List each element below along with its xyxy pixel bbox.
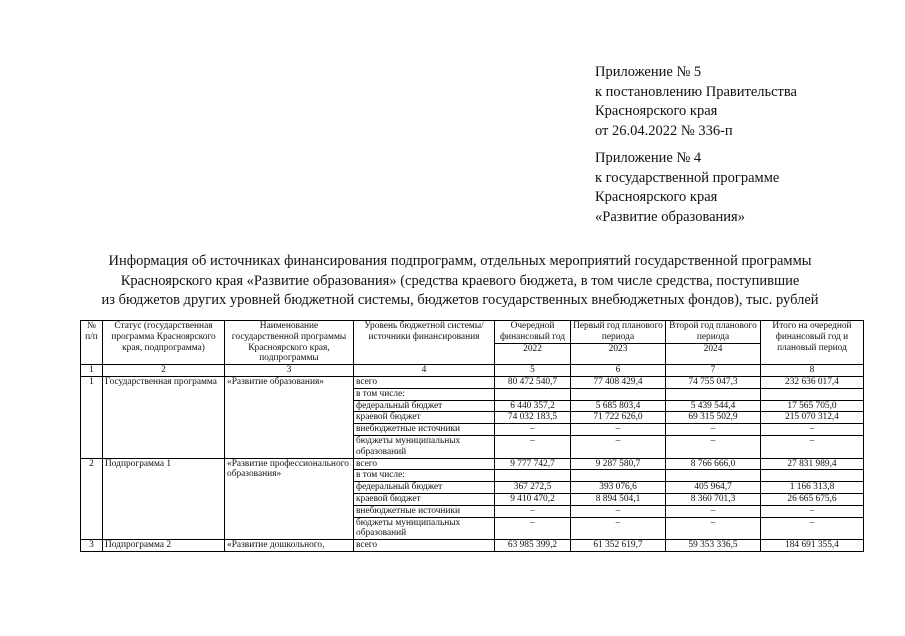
appendix-4-block bbox=[595, 149, 779, 227]
header-year-2-label: Первый год планового периода bbox=[573, 321, 663, 342]
row-value-2024: 74 755 047,3 bbox=[666, 376, 761, 388]
header-year-3 bbox=[666, 321, 761, 365]
row-level: в том числе: bbox=[354, 388, 495, 400]
row-value-2022: 80 472 540,7 bbox=[495, 376, 571, 388]
appendix-4-line: Красноярского края bbox=[595, 189, 718, 206]
row-value-total: 17 565 705,0 bbox=[761, 400, 864, 412]
row-value-total: – bbox=[761, 424, 864, 436]
header-year-3-label: Второй год планового периода bbox=[669, 321, 757, 342]
row-value-total: 232 636 017,4 bbox=[761, 376, 864, 388]
row-value-2022: 63 985 399,2 bbox=[495, 540, 571, 552]
row-value-2024: 405 964,7 bbox=[666, 482, 761, 494]
row-value-total: 184 691 355,4 bbox=[761, 540, 864, 552]
row-value-2024: – bbox=[666, 424, 761, 436]
row-value-2022 bbox=[495, 388, 571, 400]
row-value-2022: 6 440 357,2 bbox=[495, 400, 571, 412]
column-index: 2 bbox=[103, 365, 225, 377]
header-year-1-value: 2022 bbox=[495, 343, 570, 355]
header-level: Уровень бюджетной системы/источники финансирования bbox=[354, 321, 495, 365]
row-value-total bbox=[761, 388, 864, 400]
appendix-4-line: «Развитие образования» bbox=[595, 208, 745, 225]
row-value-2022: – bbox=[495, 435, 571, 458]
document-title bbox=[60, 252, 860, 311]
column-index: 4 bbox=[354, 365, 495, 377]
row-value-2024 bbox=[666, 470, 761, 482]
row-value-total: 27 831 989,4 bbox=[761, 458, 864, 470]
title-line: Красноярского края «Развитие образования» (средства краевого бюджета, в том числе средства, поступившие bbox=[120, 272, 800, 289]
row-name: «Развитие образования» bbox=[225, 376, 354, 458]
row-value-2022 bbox=[495, 470, 571, 482]
row-num: 3 bbox=[81, 540, 103, 552]
row-level: федеральный бюджет bbox=[354, 482, 495, 494]
row-value-2022: – bbox=[495, 517, 571, 540]
column-index: 7 bbox=[666, 365, 761, 377]
title-line: Информация об источниках финансирования подпрограмм, отдельных мероприятий государственной программы bbox=[108, 253, 812, 269]
row-value-2024: 8 360 701,3 bbox=[666, 493, 761, 505]
row-value-2022: 9 410 470,2 bbox=[495, 493, 571, 505]
row-name: «Развитие профессионального образования» bbox=[225, 458, 354, 540]
row-value-2022: 9 777 742,7 bbox=[495, 458, 571, 470]
table-row bbox=[81, 540, 864, 552]
header-year-3-value: 2024 bbox=[666, 343, 760, 355]
column-index-row bbox=[81, 365, 864, 377]
row-level: всего bbox=[354, 540, 495, 552]
row-value-total bbox=[761, 470, 864, 482]
row-status: Подпрограмма 1 bbox=[103, 458, 225, 540]
row-value-2024: – bbox=[666, 505, 761, 517]
row-level: бюджеты муниципальных образований bbox=[354, 435, 495, 458]
appendix-5-block bbox=[595, 63, 797, 141]
row-level: бюджеты муниципальных образований bbox=[354, 517, 495, 540]
header-year-1-label: Очередной финансовый год bbox=[499, 321, 566, 342]
header-status: Статус (государственная программа Красноярского края, подпрограмма) bbox=[103, 321, 225, 365]
row-value-2024: 59 353 336,5 bbox=[666, 540, 761, 552]
header-name: Наименование государственной программы Красноярского края, подпрограммы bbox=[225, 321, 354, 365]
row-value-2023: – bbox=[571, 435, 666, 458]
financing-table bbox=[80, 320, 864, 552]
column-index: 8 bbox=[761, 365, 864, 377]
row-value-2024: 5 439 544,4 bbox=[666, 400, 761, 412]
row-num: 1 bbox=[81, 376, 103, 458]
row-value-total: 215 070 312,4 bbox=[761, 412, 864, 424]
header-year-2-value: 2023 bbox=[571, 343, 665, 355]
row-level: краевой бюджет bbox=[354, 412, 495, 424]
row-value-2023: 393 076,6 bbox=[571, 482, 666, 494]
row-value-2023: 77 408 429,4 bbox=[571, 376, 666, 388]
row-value-2023: 9 287 580,7 bbox=[571, 458, 666, 470]
header-year-2 bbox=[571, 321, 666, 365]
column-index: 6 bbox=[571, 365, 666, 377]
row-value-2024: 69 315 502,9 bbox=[666, 412, 761, 424]
row-value-2022: 367 272,5 bbox=[495, 482, 571, 494]
row-value-2023: 61 352 619,7 bbox=[571, 540, 666, 552]
title-line: из бюджетов других уровней бюджетной системы, бюджетов государственных внебюджетных фондов), тыс. рублей bbox=[101, 292, 819, 309]
row-level: в том числе: bbox=[354, 470, 495, 482]
row-value-2023: 8 894 504,1 bbox=[571, 493, 666, 505]
header-total: Итого на очередной финансовый год и плановый период bbox=[761, 321, 864, 365]
row-level: внебюджетные источники bbox=[354, 424, 495, 436]
row-status: Государственная программа bbox=[103, 376, 225, 458]
column-index: 5 bbox=[495, 365, 571, 377]
row-value-total: 26 665 675,6 bbox=[761, 493, 864, 505]
row-level: краевой бюджет bbox=[354, 493, 495, 505]
header-year-1 bbox=[495, 321, 571, 365]
row-value-2022: – bbox=[495, 505, 571, 517]
row-value-2024: – bbox=[666, 517, 761, 540]
appendix-5-line: к постановлению Правительства bbox=[595, 83, 797, 100]
column-index: 1 bbox=[81, 365, 103, 377]
row-level: внебюджетные источники bbox=[354, 505, 495, 517]
header-num: № п/п bbox=[81, 321, 103, 365]
column-index: 3 bbox=[225, 365, 354, 377]
appendix-4-line: Приложение № 4 bbox=[595, 150, 702, 166]
row-level: всего bbox=[354, 458, 495, 470]
row-value-total: – bbox=[761, 517, 864, 540]
row-name: «Развитие дошкольного, bbox=[225, 540, 354, 552]
row-value-2023: – bbox=[571, 424, 666, 436]
row-value-2023 bbox=[571, 388, 666, 400]
row-value-2022: – bbox=[495, 424, 571, 436]
row-value-2024: – bbox=[666, 435, 761, 458]
table-row bbox=[81, 376, 864, 388]
row-value-2023: 71 722 626,0 bbox=[571, 412, 666, 424]
appendix-5-line: Приложение № 5 bbox=[595, 64, 702, 80]
table-row bbox=[81, 458, 864, 470]
appendix-5-line: от 26.04.2022 № 336-п bbox=[595, 122, 733, 139]
row-value-total: 1 166 313,8 bbox=[761, 482, 864, 494]
header-row bbox=[81, 321, 864, 365]
row-value-total: – bbox=[761, 505, 864, 517]
row-value-total: – bbox=[761, 435, 864, 458]
row-status: Подпрограмма 2 bbox=[103, 540, 225, 552]
row-value-2022: 74 032 183,5 bbox=[495, 412, 571, 424]
row-value-2024: 8 766 666,0 bbox=[666, 458, 761, 470]
row-value-2023: – bbox=[571, 505, 666, 517]
row-level: всего bbox=[354, 376, 495, 388]
appendix-5-line: Красноярского края bbox=[595, 103, 718, 120]
row-level: федеральный бюджет bbox=[354, 400, 495, 412]
row-value-2023 bbox=[571, 470, 666, 482]
appendix-4-line: к государственной программе bbox=[595, 169, 780, 186]
row-value-2023: – bbox=[571, 517, 666, 540]
row-value-2023: 5 685 803,4 bbox=[571, 400, 666, 412]
row-num: 2 bbox=[81, 458, 103, 540]
row-value-2024 bbox=[666, 388, 761, 400]
